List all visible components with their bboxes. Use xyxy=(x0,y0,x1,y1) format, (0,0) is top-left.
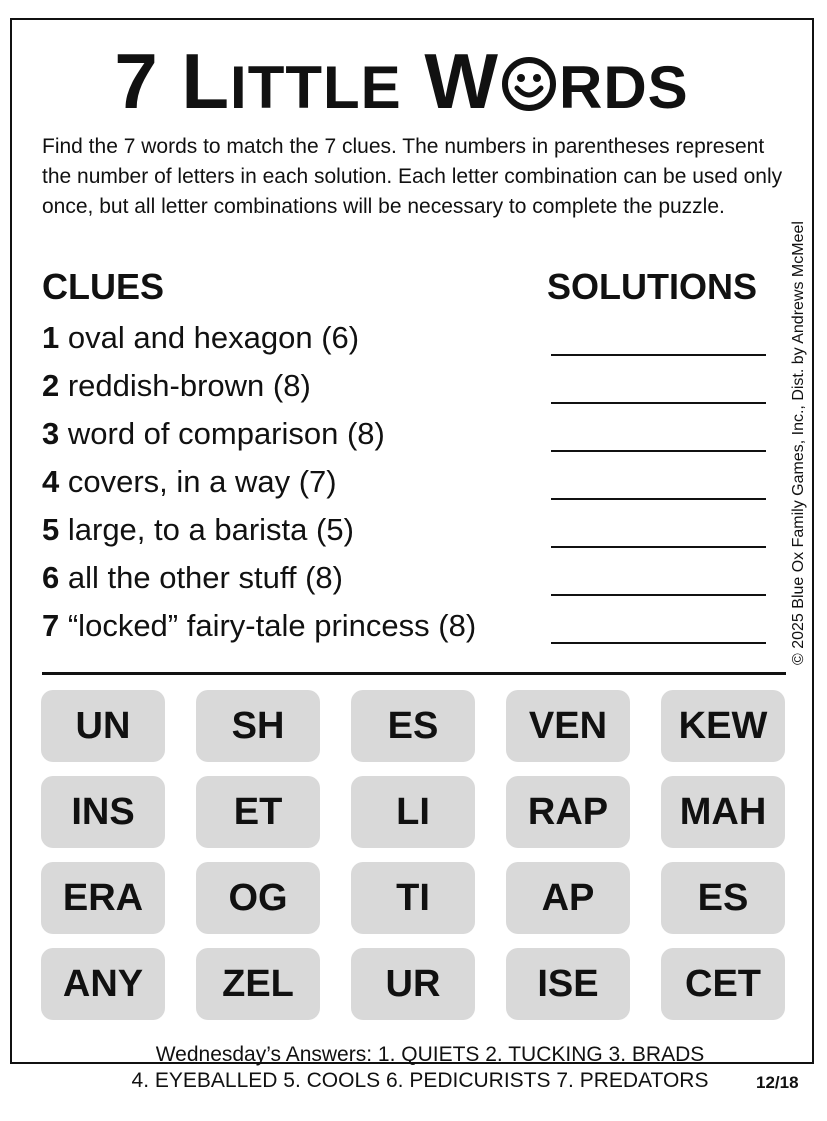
clue-4 xyxy=(42,464,337,500)
solution-blank-5[interactable] xyxy=(551,546,766,548)
clue-text: all the other stuff (8) xyxy=(59,560,343,595)
clues-heading: CLUES xyxy=(42,266,165,307)
divider xyxy=(42,672,786,675)
letter-tile[interactable]: ANY xyxy=(41,948,165,1020)
clue-text: reddish-brown (8) xyxy=(59,368,311,403)
letter-tile[interactable]: ISE xyxy=(506,948,630,1020)
letter-tile[interactable]: UN xyxy=(41,690,165,762)
clue-text: oval and hexagon (6) xyxy=(59,320,360,355)
clue-text: word of comparison (8) xyxy=(59,416,385,451)
letter-tile[interactable]: AP xyxy=(506,862,630,934)
clue-number: 3 xyxy=(42,416,60,451)
puzzle-title xyxy=(0,36,803,133)
letter-tile[interactable]: KEW xyxy=(661,690,785,762)
copyright-credit: © 2025 Blue Ox Family Games, Inc., Dist. by Andrews McMeel xyxy=(790,221,807,665)
solution-blank-4[interactable] xyxy=(551,498,766,500)
clue-3 xyxy=(42,416,385,452)
solution-blank-7[interactable] xyxy=(551,642,766,644)
clue-number: 4 xyxy=(42,464,60,499)
clue-7 xyxy=(42,608,476,644)
title-words-initial: W xyxy=(424,37,499,125)
letter-tile[interactable]: TI xyxy=(351,862,475,934)
clue-text: covers, in a way (7) xyxy=(59,464,337,499)
title-little-rest: ITTLE xyxy=(230,54,402,121)
clue-1 xyxy=(42,320,359,356)
letter-tile[interactable]: RAP xyxy=(506,776,630,848)
letter-tile[interactable]: CET xyxy=(661,948,785,1020)
letter-tile[interactable]: OG xyxy=(196,862,320,934)
letter-tile[interactable]: SH xyxy=(196,690,320,762)
letter-tile[interactable]: ES xyxy=(661,862,785,934)
clue-text: large, to a barista (5) xyxy=(59,512,354,547)
clue-6 xyxy=(42,560,343,596)
letter-tile[interactable]: ES xyxy=(351,690,475,762)
clue-number: 1 xyxy=(42,320,60,355)
clue-5 xyxy=(42,512,354,548)
letter-tile[interactable]: VEN xyxy=(506,690,630,762)
letter-tile[interactable]: MAH xyxy=(661,776,785,848)
title-word-words xyxy=(424,36,688,133)
title-words-rest: RDS xyxy=(558,54,689,121)
clue-number: 2 xyxy=(42,368,60,403)
puzzle-date: 12/18 xyxy=(756,1073,799,1092)
solution-blank-1[interactable] xyxy=(551,354,766,356)
previous-answers-line-1: Wednesday’s Answers: 1. QUIETS 2. TUCKING 3. BRADS xyxy=(155,1043,705,1066)
title-little-initial: L xyxy=(181,37,231,125)
solution-blank-6[interactable] xyxy=(551,594,766,596)
letter-tile[interactable]: LI xyxy=(351,776,475,848)
solution-blank-3[interactable] xyxy=(551,450,766,452)
clue-2 xyxy=(42,368,311,404)
clue-number: 6 xyxy=(42,560,60,595)
previous-answers-line-2: 4. EYEBALLED 5. COOLS 6. PEDICURISTS 7. PREDATORS xyxy=(131,1069,709,1092)
letter-tile[interactable]: ZEL xyxy=(196,948,320,1020)
letter-tile[interactable]: UR xyxy=(351,948,475,1020)
letter-tile[interactable]: INS xyxy=(41,776,165,848)
letter-tile[interactable]: ERA xyxy=(41,862,165,934)
title-word-little xyxy=(181,36,401,133)
clue-text: “locked” fairy-tale princess (8) xyxy=(59,608,477,643)
title-number: 7 xyxy=(114,37,159,125)
clue-number: 5 xyxy=(42,512,60,547)
solution-blank-2[interactable] xyxy=(551,402,766,404)
clue-number: 7 xyxy=(42,608,60,643)
solutions-heading: SOLUTIONS xyxy=(547,266,758,307)
letter-tile[interactable]: ET xyxy=(196,776,320,848)
instructions: Find the 7 words to match the 7 clues. The numbers in parentheses represent the number of letters in each solution. Each letter combination can be used only once, but all letter combinations will be necessary to complete the puzzle. xyxy=(42,135,783,218)
smiley-icon xyxy=(501,56,557,112)
